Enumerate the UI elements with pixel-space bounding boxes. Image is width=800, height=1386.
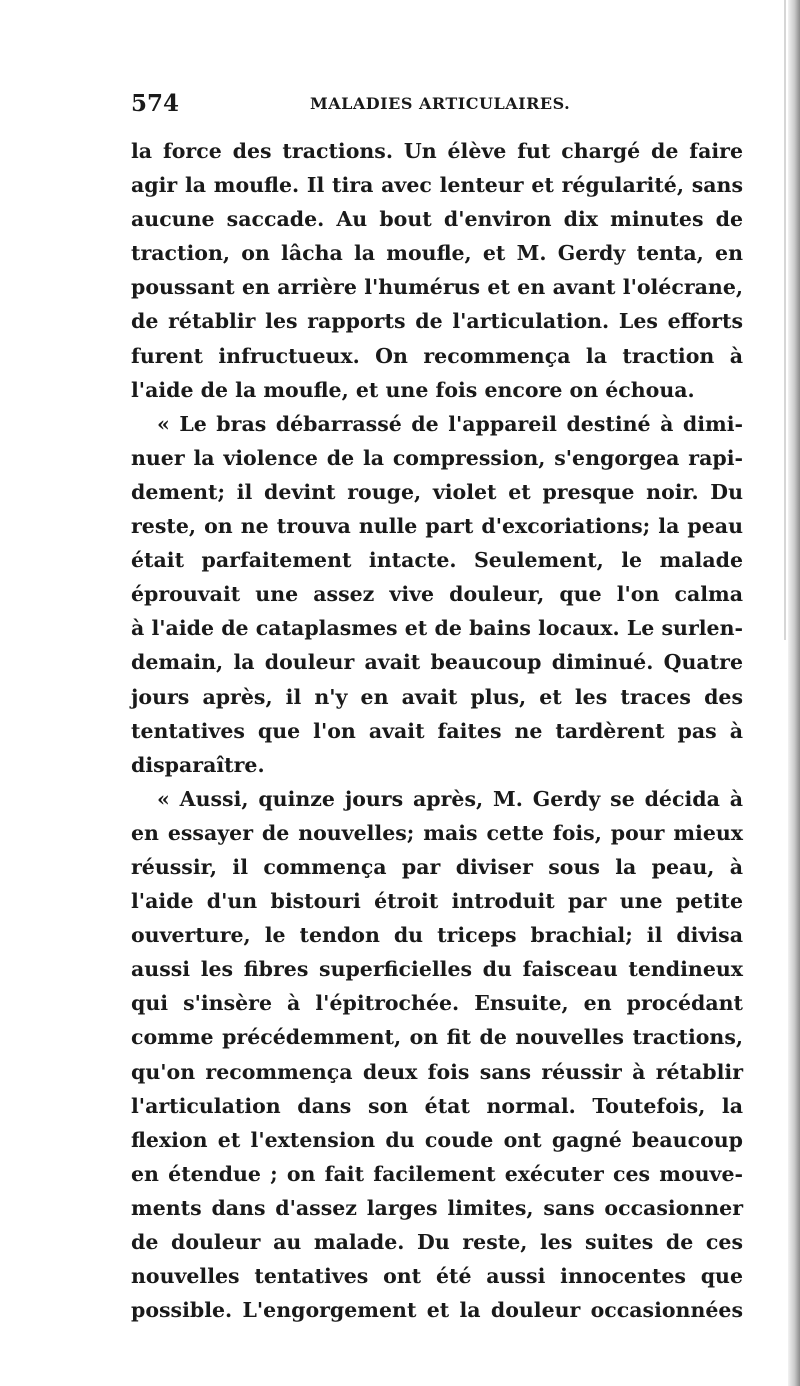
text-line: aussi les fibres superficielles du faisceau tendineux (131, 957, 743, 982)
page-header (127, 88, 739, 118)
text-line: « Aussi, quinze jours après, M. Gerdy se décida à (157, 786, 743, 811)
text-line: qu'on recommença deux fois sans réussir à rétablir (131, 1059, 743, 1084)
running-title: MALADIES ARTICULAIRES. (310, 94, 571, 113)
text-line: l'aide de la moufle, et une fois encore on échoua. (131, 377, 695, 402)
text-line: ments dans d'assez larges limites, sans occasionner (131, 1195, 743, 1220)
text-line: flexion et l'extension du coude ont gagné beaucoup (131, 1127, 743, 1152)
text-line: furent infructueux. On recommença la traction à (131, 343, 743, 368)
text-line: disparaître. (131, 752, 265, 777)
text-line: l'aide d'un bistouri étroit introduit par une petite (131, 889, 743, 914)
page-number: 574 (131, 90, 180, 117)
text-line: en essayer de nouvelles; mais cette fois, pour mieux (131, 820, 743, 845)
text-line: de rétablir les rapports de l'articulation. Les efforts (131, 309, 743, 334)
text-line: réussir, il commença par diviser sous la peau, à (131, 854, 743, 879)
text-line: jours après, il n'y en avait plus, et les traces des (131, 684, 743, 709)
body-text (131, 134, 743, 1327)
page-edge (788, 0, 800, 1386)
text-line: était parfaitement intacte. Seulement, le malade (131, 548, 743, 573)
text-line: possible. L'engorgement et la douleur occasionnées (131, 1298, 743, 1323)
text-line: demain, la douleur avait beaucoup diminué. Quatre (131, 650, 743, 675)
text-line: agir la moufle. Il tira avec lenteur et régularité, sans (131, 173, 743, 198)
text-line: aucune saccade. Au bout d'environ dix minutes de (131, 207, 743, 232)
text-line: nouvelles tentatives ont été aussi innocentes que (131, 1264, 743, 1289)
text-line: traction, on lâcha la moufle, et M. Gerdy tenta, en (131, 241, 743, 266)
text-line: ouverture, le tendon du triceps brachial; il divisa (131, 923, 743, 948)
text-line: comme précédemment, on fit de nouvelles tractions, (131, 1025, 743, 1050)
page-edge-shadow (784, 0, 786, 640)
text-line: éprouvait une assez vive douleur, que l'on calma (131, 582, 743, 607)
text-line: reste, on ne trouva nulle part d'excoriations; la peau (131, 514, 743, 539)
text-line: nuer la violence de la compression, s'engorgea rapi- (131, 445, 743, 470)
text-line: l'articulation dans son état normal. Toutefois, la (131, 1093, 743, 1118)
text-line: poussant en arrière l'humérus et en avant l'olécrane, (131, 275, 743, 300)
text-line: à l'aide de cataplasmes et de bains locaux. Le surlen- (131, 616, 743, 641)
text-line: « Le bras débarrassé de l'appareil destiné à dimi- (157, 411, 743, 436)
text-line: dement; il devint rouge, violet et presque noir. Du (131, 479, 743, 504)
text-line: qui s'insère à l'épitrochée. Ensuite, en procédant (131, 991, 743, 1016)
text-line: de douleur au malade. Du reste, les suites de ces (131, 1230, 743, 1254)
text-line: la force des tractions. Un élève fut chargé de faire (131, 139, 743, 163)
text-line: en étendue ; on fait facilement exécuter ces mouve- (131, 1161, 743, 1186)
text-line: tentatives que l'on avait faites ne tardèrent pas à (131, 718, 743, 743)
